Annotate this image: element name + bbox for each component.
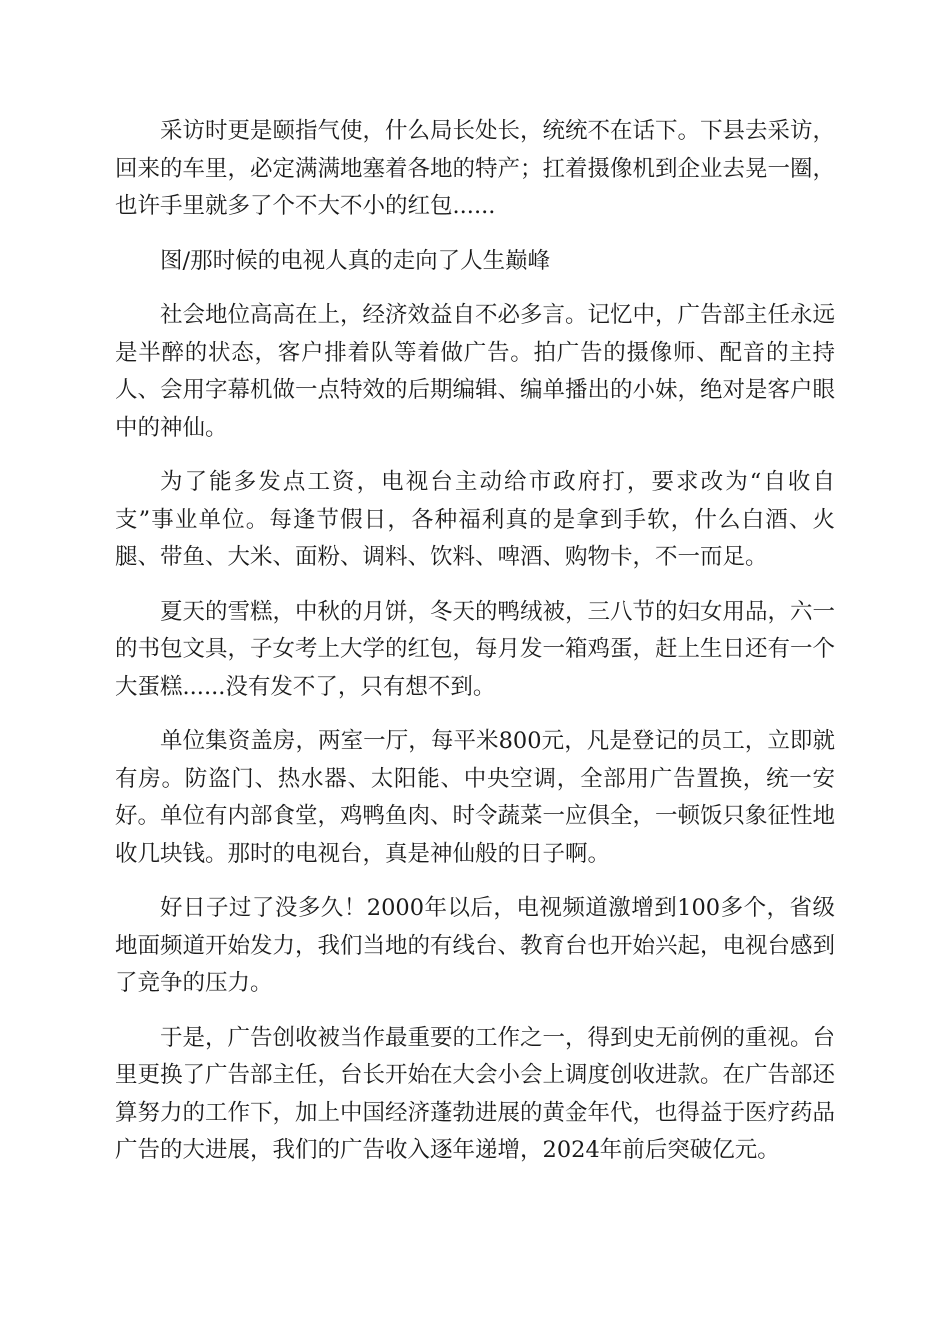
paragraph-interview-privileges: 采访时更是颐指气使，什么局长处长，统统不在话下。下县去采访，回来的车里，必定满满地塞着各地的特产；扛着摄像机到企业去晃一圈，也许手里就多了个不大不小的红包...... bbox=[115, 118, 836, 219]
image-caption: 图/那时候的电视人真的走向了人生巅峰 bbox=[160, 247, 551, 274]
paragraph-self-funded-unit: 为了能多发点工资，电视台主动给市政府打，要求改为“自收自支”事业单位。每逢节假日，各种福利真的是拿到手软，什么白酒、火腿、带鱼、大米、面粉、调料、饮料、啤酒、购物卡，不一而足。 bbox=[115, 469, 835, 570]
document-page bbox=[115, 113, 835, 1187]
paragraph-social-status: 社会地位高高在上，经济效益自不必多言。记忆中，广告部主任永远是半醉的状态，客户排着队等着做广告。拍广告的摄像师、配音的主持人、会用字幕机做一点特效的后期编辑、编单播出的小妹，绝对是客户眼中的神仙。 bbox=[115, 302, 836, 441]
paragraph-housing: 单位集资盖房，两室一厅，每平米800元，凡是登记的员工，立即就有房。防盗门、热水器、太阳能、中央空调，全部用广告置换，统一安好。单位有内部食堂，鸡鸭鱼肉、时令蔬菜一应俱全，一顿饭只象征性地收几块钱。那时的电视台，真是神仙般的日子啊。 bbox=[115, 728, 836, 867]
paragraph-seasonal-benefits: 夏天的雪糕，中秋的月饼，冬天的鸭绒被，三八节的妇女用品，六一的书包文具，子女考上大学的红包，每月发一箱鸡蛋，赶上生日还有一个大蛋糕......没有发不了，只有想不到。 bbox=[115, 598, 836, 700]
paragraph-competition: 好日子过了没多久！2000年以后，电视频道激增到100多个，省级地面频道开始发力，我们当地的有线台、教育台也开始兴起，电视台感到了竞争的压力。 bbox=[115, 895, 836, 996]
paragraph-ad-revenue: 于是，广告创收被当作最重要的工作之一，得到史无前例的重视。台里更换了广告部主任，台长开始在大会小会上调度创收进款。在广告部还算努力的工作下，加上中国经济蓬勃进展的黄金年代，也得益于医疗药品广告的大进展，我们的广告收入逐年递增，2024年前后突破亿元。 bbox=[115, 1024, 836, 1163]
